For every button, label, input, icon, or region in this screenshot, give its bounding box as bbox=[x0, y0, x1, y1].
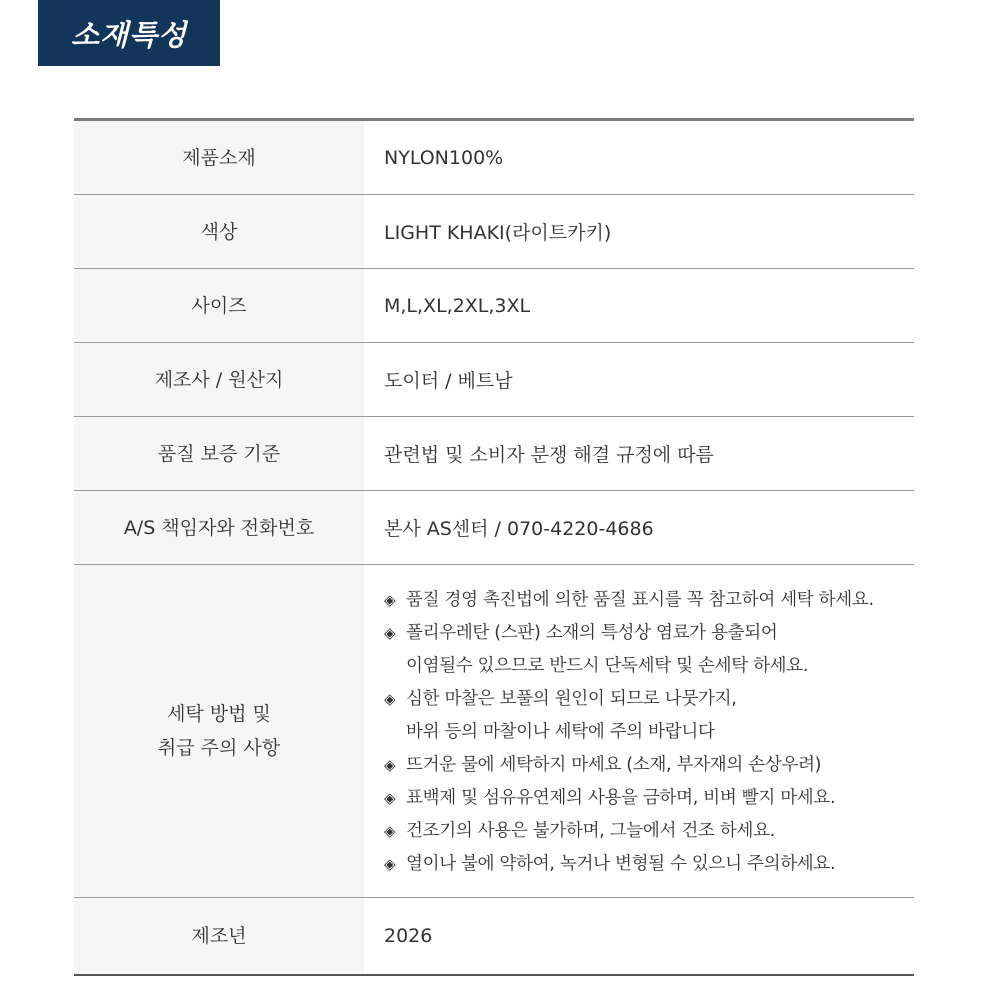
row-value: 도이터 / 베트남 bbox=[384, 370, 513, 392]
care-instructions bbox=[364, 565, 914, 897]
table-row-manufacturer bbox=[74, 343, 914, 417]
row-label: 사이즈 bbox=[74, 269, 364, 342]
diamond-bullet-icon: ◈ bbox=[384, 623, 396, 642]
row-label: 제조년 bbox=[74, 898, 364, 974]
care-item: ◈ 열이나 불에 약하여, 녹거나 변형될 수 있으니 주의하세요. bbox=[384, 848, 874, 881]
care-item: ◈ 표백제 및 섬유유연제의 사용을 금하며, 비벼 빨지 마세요. bbox=[384, 782, 874, 815]
diamond-bullet-icon: ◈ bbox=[384, 590, 396, 609]
diamond-bullet-icon: ◈ bbox=[384, 755, 396, 774]
table-row-warranty bbox=[74, 417, 914, 491]
row-value: 본사 AS센터 / 070-4220-4686 bbox=[384, 518, 654, 540]
table-row-care bbox=[74, 565, 914, 898]
row-value: M,L,XL,2XL,3XL bbox=[384, 294, 531, 317]
row-value: LIGHT KHAKI(라이트카키) bbox=[384, 222, 612, 244]
section-title: 소재특성 bbox=[70, 17, 188, 52]
care-item: ◈ 건조기의 사용은 불가하며, 그늘에서 건조 하세요. bbox=[384, 815, 874, 848]
row-value: NYLON100% bbox=[384, 146, 504, 169]
spec-table bbox=[74, 118, 914, 976]
row-value: 관련법 및 소비자 분쟁 해결 규정에 따름 bbox=[384, 444, 714, 466]
care-label-line1: 세탁 방법 및 bbox=[167, 703, 271, 725]
care-item: ◈ 뜨거운 물에 세탁하지 마세요 (소재, 부자재의 손상우려) bbox=[384, 749, 874, 782]
care-item: ◈ 품질 경영 촉진법에 의한 품질 표시를 꼭 참고하여 세탁 하세요. bbox=[384, 584, 874, 617]
care-item: ◈ 폴리우레탄 (스판) 소재의 특성상 염료가 용출되어 bbox=[384, 617, 874, 650]
table-row-material bbox=[74, 121, 914, 195]
table-row-year bbox=[74, 898, 914, 974]
section-title-badge bbox=[38, 0, 220, 66]
row-label: A/S 책임자와 전화번호 bbox=[74, 491, 364, 564]
diamond-bullet-icon: ◈ bbox=[384, 854, 396, 873]
row-label: 제조사 / 원산지 bbox=[74, 343, 364, 416]
table-row-size bbox=[74, 269, 914, 343]
diamond-bullet-icon: ◈ bbox=[384, 788, 396, 807]
diamond-bullet-icon: ◈ bbox=[384, 689, 396, 708]
care-item-continuation: 이염될수 있으므로 반드시 단독세탁 및 손세탁 하세요. bbox=[406, 655, 809, 676]
care-item: ◈ 심한 마찰은 보풀의 원인이 되므로 나뭇가지, bbox=[384, 683, 874, 716]
care-label-line2: 취급 주의 사항 bbox=[157, 737, 281, 759]
row-label bbox=[74, 565, 364, 897]
row-value: 2026 bbox=[384, 925, 433, 947]
table-row-as-contact bbox=[74, 491, 914, 565]
table-row-color bbox=[74, 195, 914, 269]
row-label: 제품소재 bbox=[74, 121, 364, 194]
care-item-continuation: 바위 등의 마찰이나 세탁에 주의 바랍니다 bbox=[406, 721, 715, 742]
diamond-bullet-icon: ◈ bbox=[384, 821, 396, 840]
row-label: 색상 bbox=[74, 195, 364, 268]
row-label: 품질 보증 기준 bbox=[74, 417, 364, 490]
